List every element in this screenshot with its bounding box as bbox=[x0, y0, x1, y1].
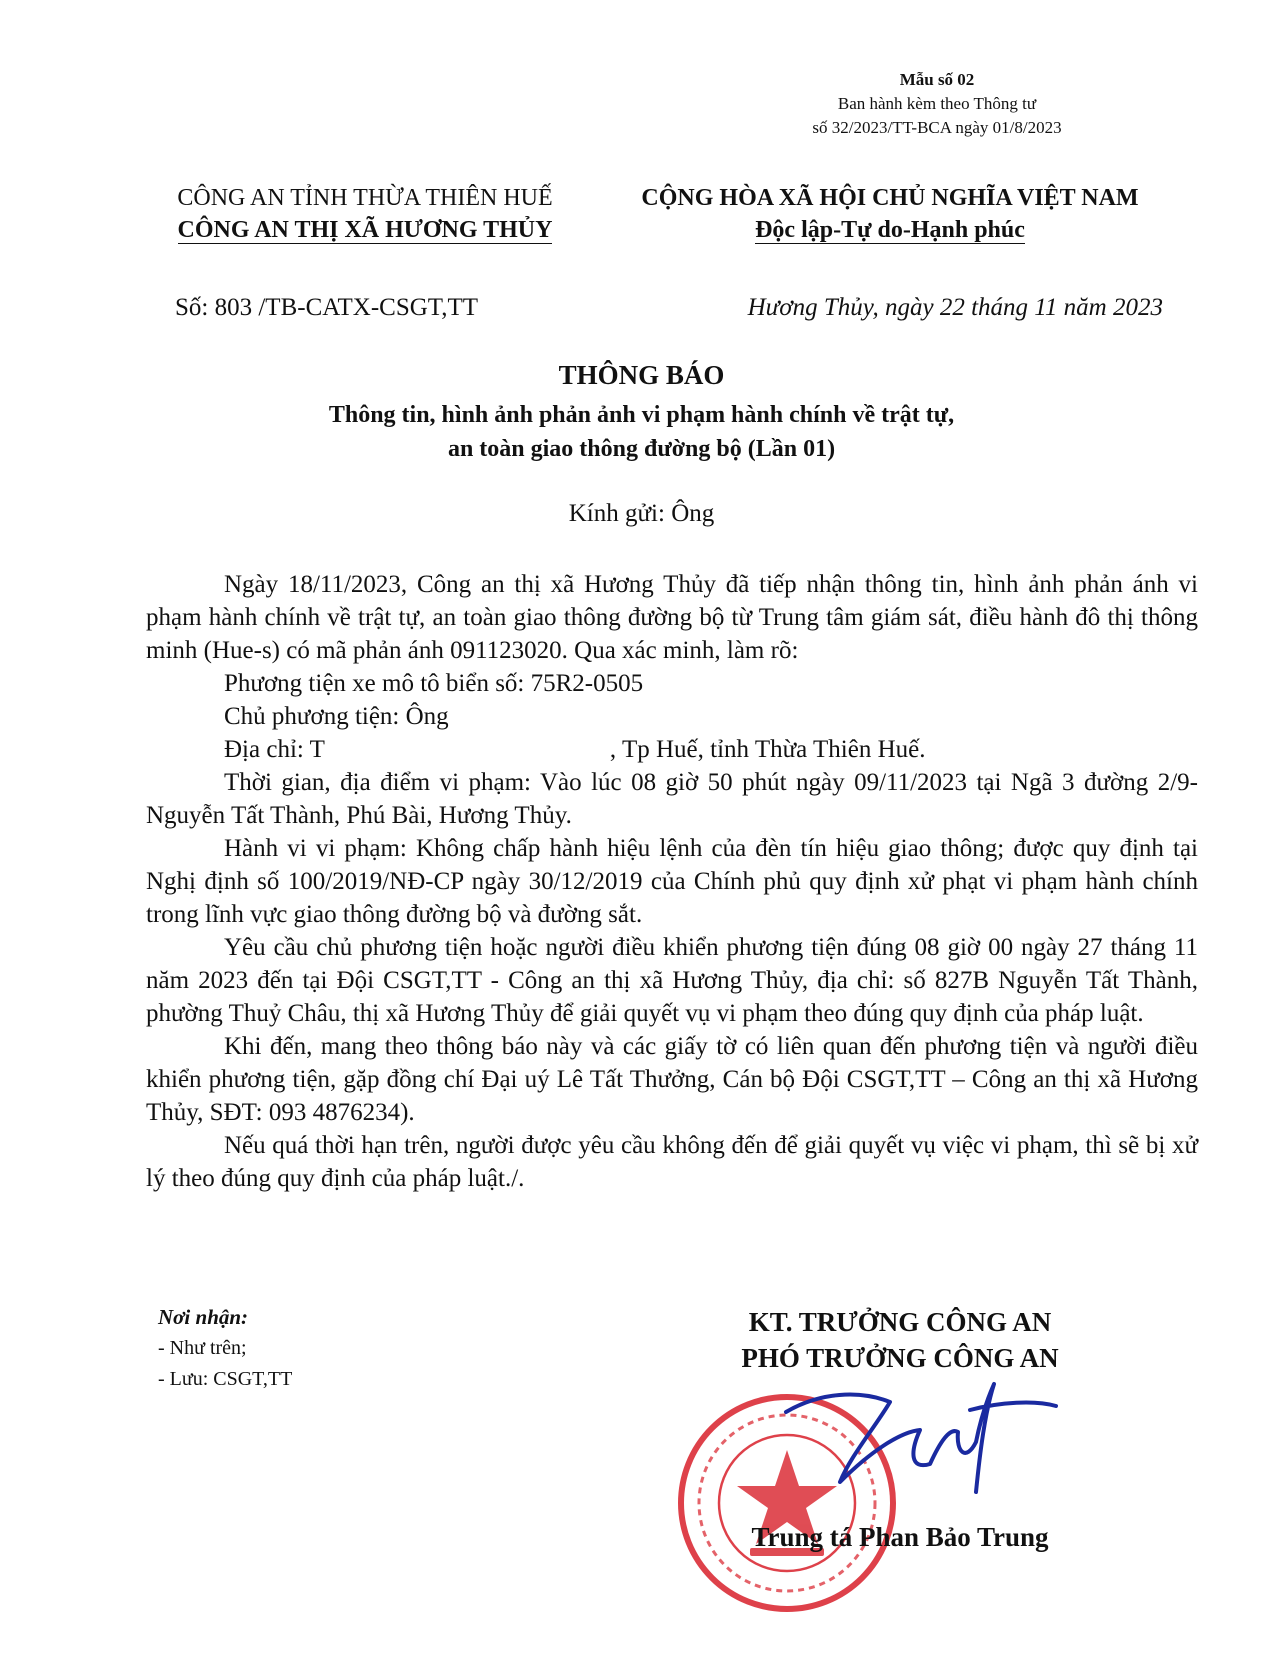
redacted-address bbox=[325, 733, 610, 766]
document-body bbox=[146, 568, 1198, 1195]
recipient-item: - Lưu: CSGT,TT bbox=[158, 1368, 293, 1390]
signature-title-line-1: KT. TRƯỞNG CÔNG AN bbox=[748, 1307, 1052, 1337]
document-subtitle bbox=[0, 398, 1283, 466]
subtitle-line-2: an toàn giao thông đường bộ (Lần 01) bbox=[447, 436, 836, 462]
address-suffix: , Tp Huế, tỉnh Thừa Thiên Huế. bbox=[609, 736, 926, 763]
recipients-heading: Nơi nhận: bbox=[158, 1305, 249, 1329]
subtitle-line-1: Thông tin, hình ảnh phản ảnh vi phạm hành chính về trật tự, bbox=[328, 402, 955, 428]
signer-name: Trung tá Phan Bảo Trung bbox=[751, 1522, 1049, 1552]
violation-paragraph: Hành vi vi phạm: Không chấp hành hiệu lệnh của đèn tín hiệu giao thông; được quy định tại Nghị định số 100/2019/NĐ-CP ngày 30/12/2019 của Chính phủ quy định xử phạt vi phạm hành chính trong lĩnh vực giao thông đường bộ và đường sắt. bbox=[146, 835, 1198, 928]
bring-paragraph: Khi đến, mang theo thông báo này và các giấy tờ có liên quan đến phương tiện và người điều khiển phương tiện, gặp đồng chí Đại uý Lê Tất Thưởng, Cán bộ Đội CSGT,TT – Công an thị xã Hương Thủy, SĐT: 093 4876234). bbox=[146, 1033, 1198, 1126]
document-title: THÔNG BÁO bbox=[558, 360, 725, 390]
document-number: Số: 803 /TB-CATX-CSGT,TT bbox=[175, 294, 479, 321]
intro-paragraph: Ngày 18/11/2023, Công an thị xã Hương Thủy đã tiếp nhận thông tin, hình ảnh phản ánh vi phạm hành chính về trật tự, an toàn giao thông đường bộ từ Trung tâm giám sát, điều hành đô thị thông minh (Hue-s) có mã phản ánh 091123020. Qua xác minh, làm rõ: bbox=[146, 571, 1198, 664]
issuing-agency bbox=[140, 182, 590, 246]
signature-title bbox=[700, 1304, 1100, 1376]
recipients bbox=[158, 1302, 292, 1395]
salutation: Kính gửi: Ông bbox=[568, 500, 715, 527]
time-place-paragraph: Thời gian, địa điểm vi phạm: Vào lúc 08 giờ 50 phút ngày 09/11/2023 tại Ngã 3 đường 2/9- Nguyễn Tất Thành, Phú Bài, Hương Thủy. bbox=[146, 769, 1198, 829]
owner-line bbox=[146, 700, 1198, 733]
form-number: Mẫu số 02 bbox=[899, 70, 975, 89]
owner-label: Chủ phương tiện: Ông bbox=[224, 703, 449, 730]
redacted-owner-name bbox=[455, 700, 675, 733]
motto: Độc lập-Tự do-Hạnh phúc bbox=[755, 217, 1025, 243]
warning-paragraph: Nếu quá thời hạn trên, người được yêu cầu không đến để giải quyết vụ việc vi phạm, thì sẽ bị xử lý theo đúng quy định của pháp luật./. bbox=[146, 1132, 1198, 1192]
handwritten-signature bbox=[780, 1372, 1060, 1522]
signature-title-line-2: PHÓ TRƯỞNG CÔNG AN bbox=[741, 1343, 1059, 1373]
agency-name: CÔNG AN THỊ XÃ HƯƠNG THỦY bbox=[177, 217, 553, 243]
request-paragraph: Yêu cầu chủ phương tiện hoặc người điều khiển phương tiện đúng 08 giờ 00 ngày 27 tháng 11 năm 2023 đến tại Đội CSGT,TT - Công an thị xã Hương Thủy, địa chỉ: số 827B Nguyễn Tất Thành, phường Thuỷ Châu, thị xã Hương Thủy để giải quyết vụ vi phạm theo đúng quy định của pháp luật. bbox=[146, 934, 1198, 1027]
country-name: CỘNG HÒA XÃ HỘI CHỦ NGHĨA VIỆT NAM bbox=[641, 185, 1139, 211]
document-date: Hương Thủy, ngày 22 tháng 11 năm 2023 bbox=[747, 294, 1163, 321]
form-circular: số 32/2023/TT-BCA ngày 01/8/2023 bbox=[812, 118, 1062, 137]
national-motto bbox=[620, 182, 1160, 246]
address-line bbox=[146, 733, 1198, 766]
parent-agency: CÔNG AN TỈNH THỪA THIÊN HUẾ bbox=[177, 185, 553, 211]
vehicle-line: Phương tiện xe mô tô biển số: 75R2-0505 bbox=[224, 670, 644, 697]
form-issued-with: Ban hành kèm theo Thông tư bbox=[837, 94, 1037, 113]
recipient-item: - Như trên; bbox=[158, 1337, 247, 1359]
address-prefix: Địa chỉ: T bbox=[224, 736, 325, 763]
form-note bbox=[757, 68, 1117, 140]
